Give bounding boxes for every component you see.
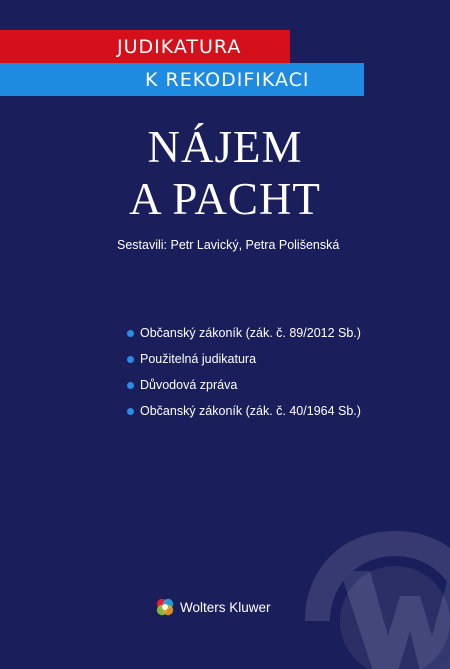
series-label-bottom (0, 63, 364, 96)
series-line-1: JUDIKATURA (117, 35, 242, 58)
contents-list (127, 320, 361, 424)
contents-item (127, 398, 361, 424)
contents-item-label: Použitelná judikatura (140, 352, 257, 366)
publisher-brand (155, 597, 271, 617)
contents-item-label: Občanský zákoník (zák. č. 89/2012 Sb.) (140, 326, 361, 340)
bullet-icon (127, 330, 134, 337)
contents-item-label: Občanský zákoník (zák. č. 40/1964 Sb.) (140, 404, 361, 418)
contents-item (127, 372, 361, 398)
bullet-icon (127, 356, 134, 363)
publisher-name: Wolters Kluwer (180, 599, 271, 615)
wolters-kluwer-logo-icon (155, 597, 175, 617)
series-line-2: K REKODIFIKACI (145, 68, 310, 91)
authors: Sestavili: Petr Lavický, Petra Polišenská (117, 238, 340, 252)
contents-item-label: Důvodová zpráva (140, 378, 238, 392)
series-label-top (0, 30, 290, 63)
contents-item (127, 346, 361, 372)
contents-item (127, 320, 361, 346)
bullet-icon (127, 408, 134, 415)
watermark-logo-icon (300, 526, 450, 669)
title-line-2: A PACHT (129, 174, 321, 224)
bullet-icon (127, 382, 134, 389)
title-line-1: NÁJEM (147, 122, 303, 172)
